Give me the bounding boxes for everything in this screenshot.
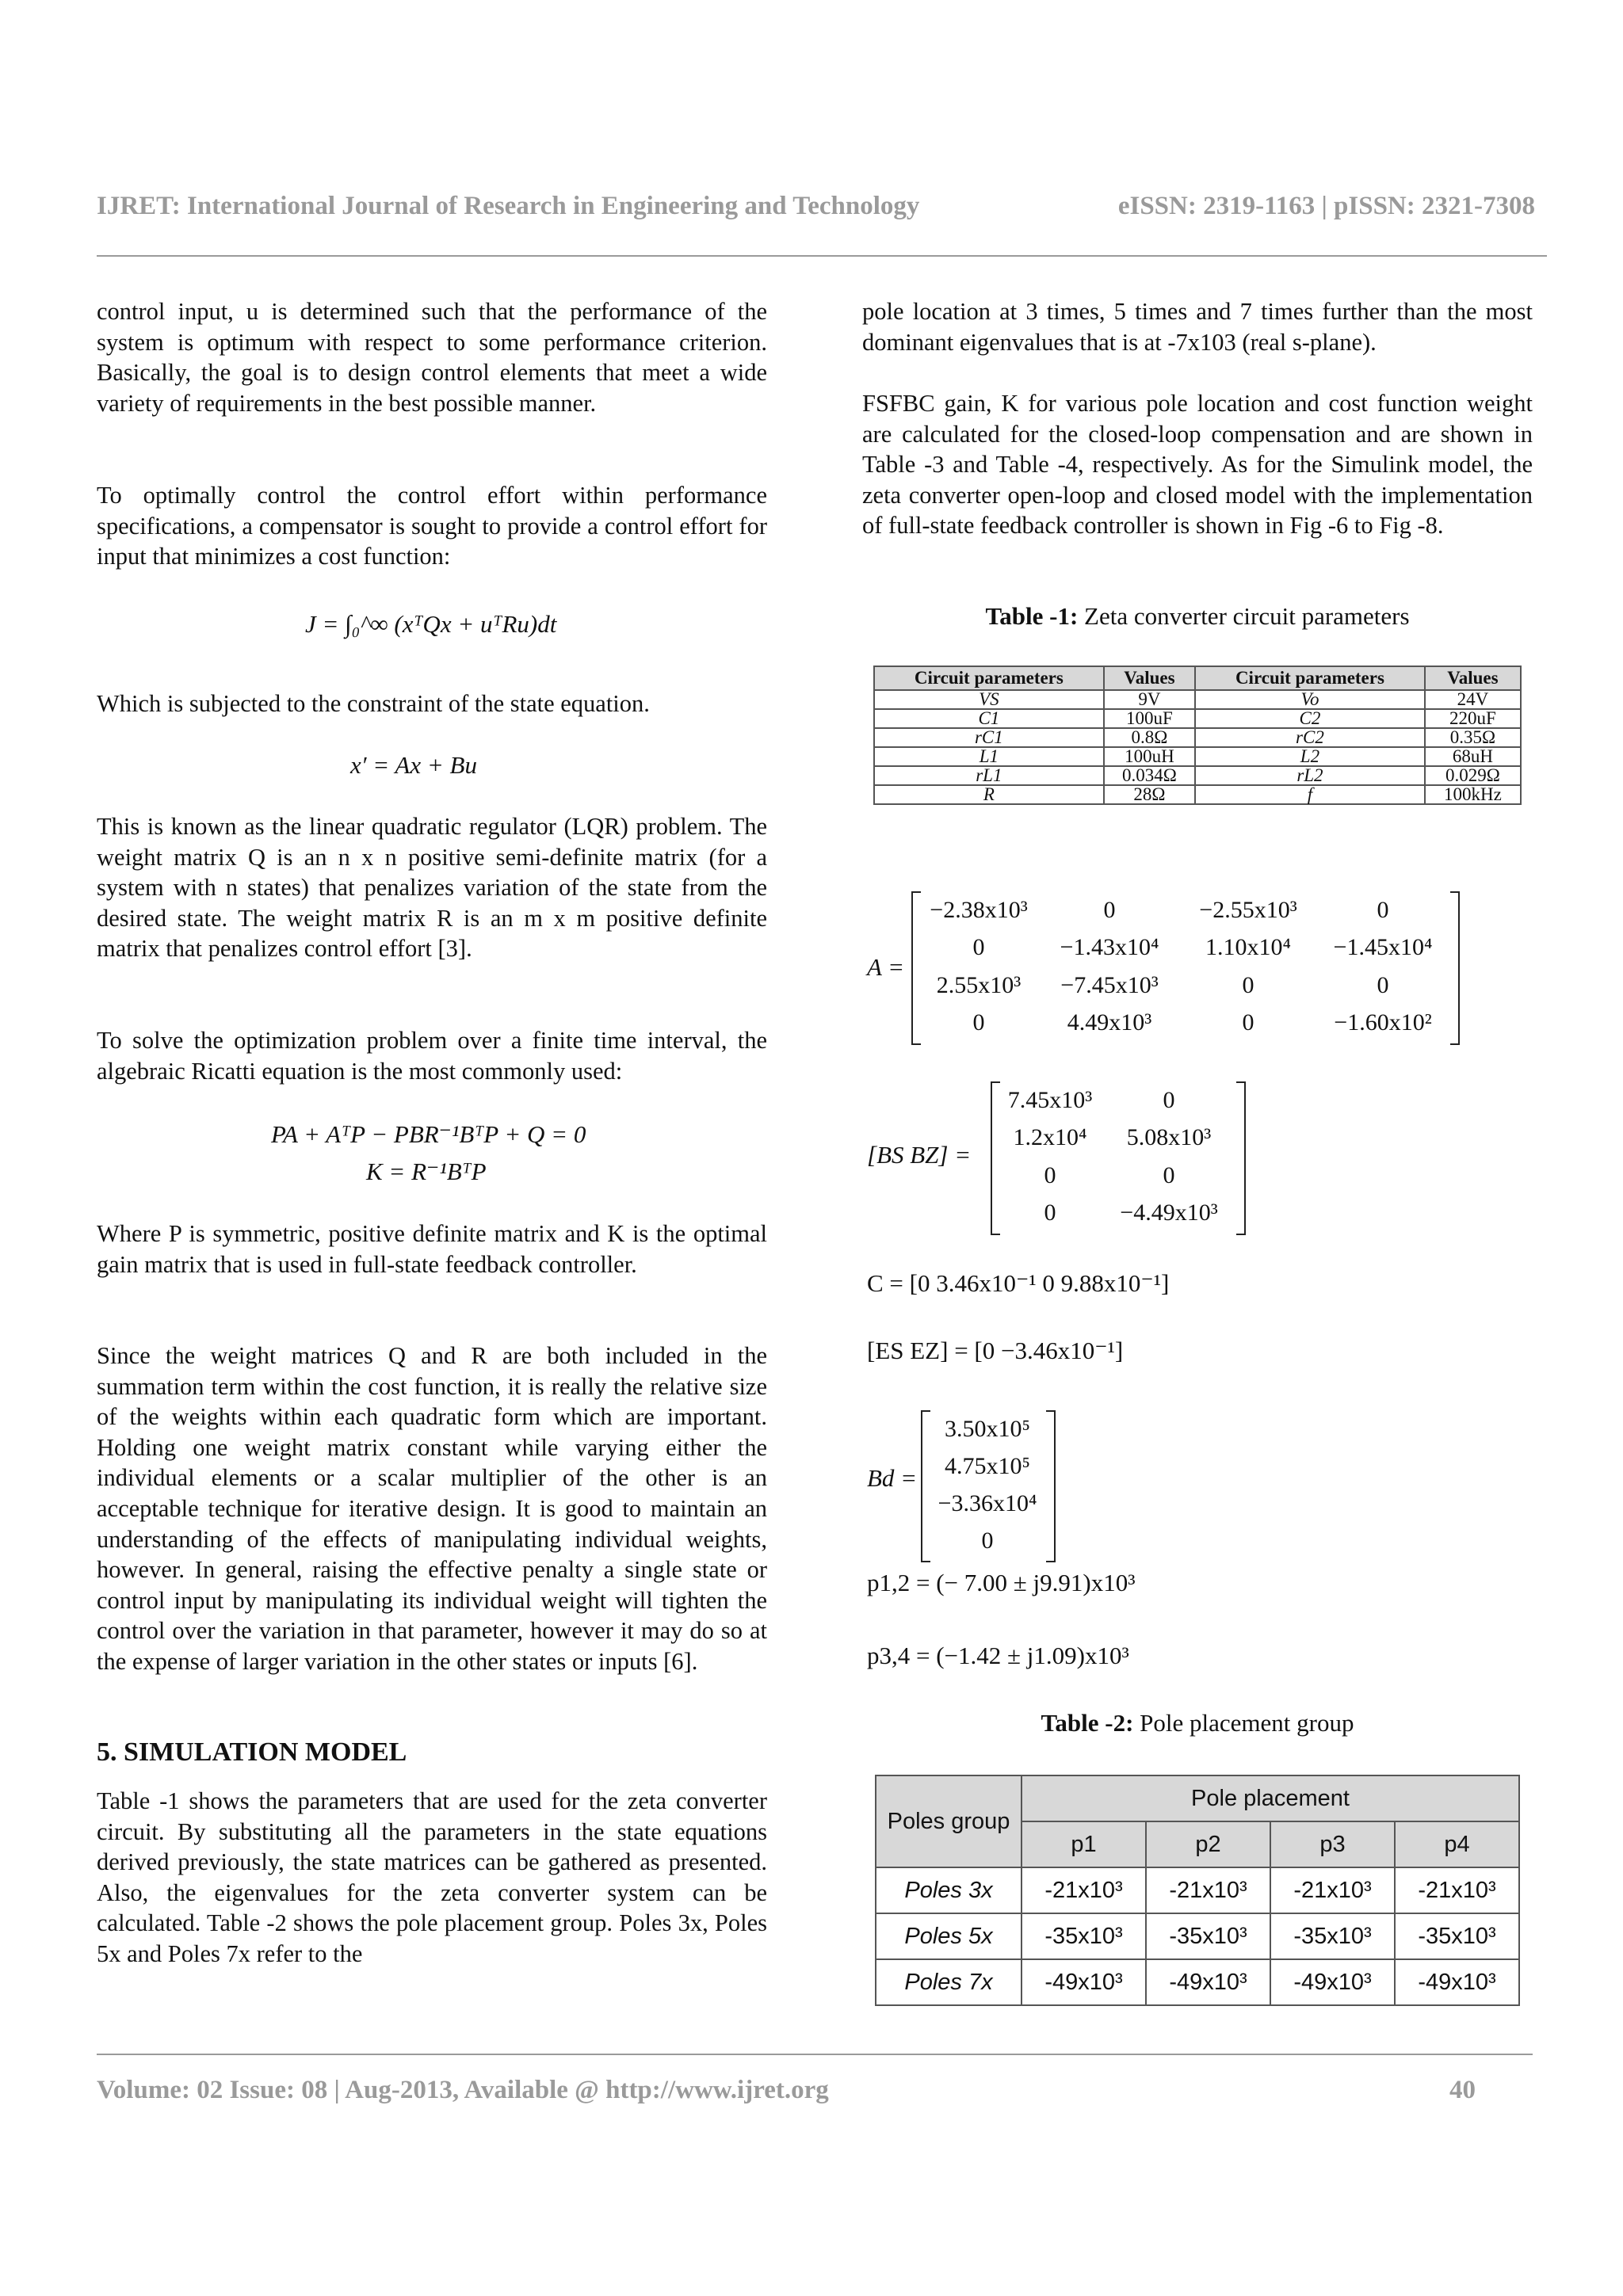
table1-caption: Table -1: Zeta converter circuit parameters [985,602,1410,630]
matrix-entry: 2.55x10³ [936,971,1022,998]
matrix-entry: 0 [1377,896,1389,923]
table-header: Pole placement [1022,1775,1519,1821]
matrix-a [919,891,1450,1042]
table-cell: -21x10³ [1022,1867,1146,1913]
pole-pair-12: p1,2 = (− 7.00 ± j9.91)x10³ [867,1569,1136,1596]
table-cell: C1 [874,709,1104,728]
table2-caption: Table -2: Pole placement group [1041,1709,1354,1737]
table-cell: C2 [1195,709,1425,728]
table-header: p3 [1270,1821,1395,1867]
left-para-8: Table -1 shows the parameters that are used for the zeta converter circuit. By substituting all the parameters in the state equations derived previously, the state matrices can be gathered as presented. Also, the eigenvalues for the zeta converter system can be calculated. Table -2 shows the pole placement group. Poles 3x, Poles 5x and Poles 7x refer to the [97,1787,767,1967]
table-cell: 0.8Ω [1104,728,1195,747]
table-cell: Poles 3x [876,1867,1022,1913]
table-cell: -35x10³ [1395,1913,1519,1959]
right-para-2: FSFBC gain, K for various pole location and cost function weight are calculated for the closed-loop compensation and are shown in Table -3 and Table -4, respectively. As for the Simulink model, the zeta converter open-loop and closed model with the implementation of full-state feedback controller is shown in Fig -6 to Fig -8. [862,390,1533,540]
cost-function-equation: J = ∫₀^∞ (xᵀQx + uᵀRu)dt [305,610,557,638]
page-footer [97,2076,1476,2105]
left-para-5: To solve the optimization problem over a finite time interval, the algebraic Ricatti equation is the most commonly used: [97,1027,767,1085]
table-header: Circuit parameters [1195,666,1425,690]
matrix-entry: 3.50x10⁵ [945,1415,1030,1442]
table-cell: -49x10³ [1022,1959,1146,2005]
matrix-b-label: [BS BZ] = [867,1141,972,1169]
table-row [874,785,1521,804]
table-cell: -49x10³ [1270,1959,1395,2005]
matrix-entry: 0 [972,1009,985,1036]
matrix-bd [929,1410,1046,1559]
issn-text: eISSN: 2319-1163 | pISSN: 2321-7308 [1117,192,1535,220]
table-cell: 220uF [1425,709,1521,728]
matrix-entry: −2.38x10³ [930,896,1028,923]
left-para-2: To optimally control the control effort within performance specifications, a compensator is sought to provide a control effort for input that minimizes a cost function: [97,482,767,570]
table-cell: 24V [1425,690,1521,709]
table-cell: -35x10³ [1146,1913,1270,1959]
table-row [876,1867,1519,1913]
table-cell: Poles 7x [876,1959,1022,2005]
ricatti-equation: PA + AᵀP − PBR⁻¹BᵀP + Q = 0 [271,1120,586,1148]
matrix-entry: 0 [1242,971,1254,998]
table-header-row [876,1775,1519,1821]
matrix-entry: −1.45x10⁴ [1333,934,1433,961]
table-row [874,747,1521,766]
matrix-entry: 4.75x10⁵ [945,1452,1030,1479]
table-cell: 28Ω [1104,785,1195,804]
pole-placement-table [875,1775,1520,2006]
matrix-entry: 0 [1103,896,1116,923]
table-row [874,709,1521,728]
right-para-1: pole location at 3 times, 5 times and 7 times further than the most dominant eigenvalues that is at -7x103 (real s-plane). [862,298,1533,356]
state-equation: x′ = Ax + Bu [350,751,477,779]
table-header: Poles group [876,1775,1022,1867]
matrix-entry: 5.08x10³ [1126,1124,1212,1151]
table-row [874,728,1521,747]
table-header: Values [1104,666,1195,690]
matrix-bd-label: Bd = [867,1464,918,1492]
table-header-row [874,666,1521,690]
matrix-entry: −1.43x10⁴ [1060,934,1159,961]
table-cell: rL2 [1195,766,1425,785]
circuit-parameters-table [873,666,1522,805]
table-cell: rL1 [874,766,1104,785]
left-para-4: This is known as the linear quadratic regulator (LQR) problem. The weight matrix Q is an n x n positive semi-definite matrix (for a system with n states) that penalizes variation of the state from the desired state. The weight matrix R is an m x m positive definite matrix that penalizes control effort [3]. [97,813,767,963]
table-cell: 9V [1104,690,1195,709]
table-row [876,1913,1519,1959]
left-para-7: Since the weight matrices Q and R are both included in the summation term within the cost function, it is really the relative size of the weights within each quadratic form which are important. Holding one weight matrix constant while varying either the individual elements or a scalar multiplier of the other is an acceptable technique for iterative design. It is good to maintain an understanding of the effects of manipulating individual weights, however. In general, raising the effective penalty a single state or control input by manipulating its individual weight will tighten the control over the variation in that parameter, however it may do so at the expense of larger variation in the other states or inputs [6]. [97,1342,767,1675]
table-cell: L1 [874,747,1104,766]
table-cell: Poles 5x [876,1913,1022,1959]
table-row [876,1959,1519,2005]
matrix-entry: 0 [972,934,985,961]
table-cell: R [874,785,1104,804]
table-cell: 0.029Ω [1425,766,1521,785]
matrix-entry: 0 [1163,1086,1175,1113]
matrix-entry: −7.45x10³ [1060,971,1159,998]
matrix-c-equation: C = [0 3.46x10⁻¹ 0 9.88x10⁻¹] [867,1269,1170,1297]
left-para-1: control input, u is determined such that the performance of the system is optimum with respect to some performance criterion. Basically, the goal is to design control elements that meet a wide variety of requirements in the best possible manner. [97,298,767,417]
matrix-entry: −3.36x10⁴ [938,1489,1037,1516]
matrix-entry: 0 [981,1527,994,1554]
matrix-entry: 7.45x10³ [1007,1086,1093,1113]
table-cell: -21x10³ [1395,1867,1519,1913]
footer-rule [97,2054,1533,2055]
table-cell: 100kHz [1425,785,1521,804]
table-header: p1 [1022,1821,1146,1867]
table-header: Circuit parameters [874,666,1104,690]
left-para-3: Which is subjected to the constraint of the state equation. [97,690,650,717]
table-header: p4 [1395,1821,1519,1867]
table-cell: 100uF [1104,709,1195,728]
matrix-entry: 4.49x10³ [1067,1009,1152,1036]
table-cell: -35x10³ [1270,1913,1395,1959]
table-cell: 68uH [1425,747,1521,766]
table-row [874,766,1521,785]
table-cell: f [1195,785,1425,804]
table-cell: -21x10³ [1146,1867,1270,1913]
table-cell: -35x10³ [1022,1913,1146,1959]
matrix-entry: 1.10x10⁴ [1205,934,1291,961]
table-cell: 0.034Ω [1104,766,1195,785]
table-cell: VS [874,690,1104,709]
matrix-entry: −2.55x10³ [1199,896,1297,923]
matrix-entry: 0 [1242,1009,1254,1036]
table-header: p2 [1146,1821,1270,1867]
matrix-e-equation: [ES EZ] = [0 −3.46x10⁻¹] [867,1337,1124,1364]
matrix-bracket [1236,1081,1246,1235]
section-title: 5. SIMULATION MODEL [97,1737,407,1767]
left-para-6: Where P is symmetric, positive definite matrix and K is the optimal gain matrix that is used in full-state feedback controller. [97,1220,767,1278]
matrix-entry: −4.49x10³ [1120,1199,1218,1226]
table-cell: -21x10³ [1270,1867,1395,1913]
matrix-bracket [1046,1410,1056,1562]
matrix-entry: −1.60x10² [1334,1009,1432,1036]
matrix-b [999,1081,1236,1232]
matrix-entry: 0 [1377,971,1389,998]
table-cell: 100uH [1104,747,1195,766]
matrix-a-label: A = [867,953,905,981]
header-rule [97,255,1547,257]
matrix-entry: 0 [1044,1199,1056,1226]
table-cell: Vo [1195,690,1425,709]
journal-title: IJRET: International Journal of Research in Engineering and Technology [97,192,920,220]
table-cell: -49x10³ [1146,1959,1270,2005]
gain-equation: K = R⁻¹BᵀP [366,1158,487,1185]
matrix-entry: 0 [1163,1161,1175,1188]
matrix-bracket [1450,891,1460,1045]
page-header [97,192,1535,221]
matrix-entry: 1.2x10⁴ [1013,1124,1087,1151]
table-cell: L2 [1195,747,1425,766]
page-number: 40 [1449,2076,1476,2104]
table-row [874,690,1521,709]
table-cell: rC2 [1195,728,1425,747]
table-header: Values [1425,666,1521,690]
footer-text: Volume: 02 Issue: 08 | Aug-2013, Available @ http://www.ijret.org [97,2076,829,2104]
pole-pair-34: p3,4 = (−1.42 ± j1.09)x10³ [867,1642,1129,1669]
table-cell: 0.35Ω [1425,728,1521,747]
table-cell: -49x10³ [1395,1959,1519,2005]
table-cell: rC1 [874,728,1104,747]
matrix-entry: 0 [1044,1161,1056,1188]
